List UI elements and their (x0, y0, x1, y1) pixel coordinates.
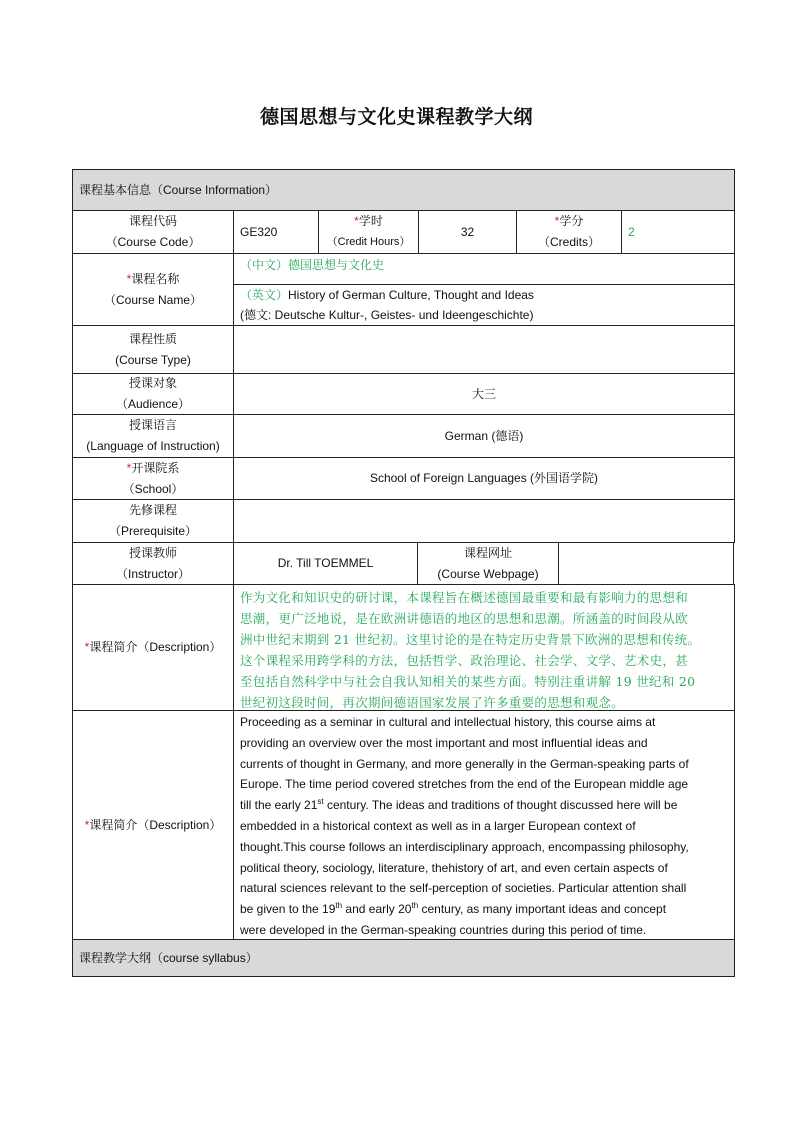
description-en-line: currents of thought in Germany, and more generally in the German-speaking parts of (240, 756, 689, 771)
course-name-en-value: History of German Culture, Thought and Ideas (288, 288, 534, 302)
language-label-zh: 授课语言 (128, 418, 177, 432)
section-course-syllabus-label: 课程教学大纲（course syllabus） (79, 950, 258, 965)
course-code-value: GE320 (240, 224, 278, 239)
audience-label-en: （Audience） (115, 397, 191, 411)
school-value-cell (233, 457, 735, 500)
superscript: st (317, 797, 324, 807)
description-zh-line: 洲中世纪末期到 21 世纪初。这里讨论的是在特定历史背景下欧洲的思想和传统。 (240, 632, 701, 647)
course-type-label-zh: 课程性质 (128, 331, 177, 346)
credits-label-zh: 学分 (559, 214, 584, 228)
credits-value-cell (621, 210, 735, 254)
section-course-syllabus (72, 939, 735, 977)
language-value: German (德语) (444, 428, 524, 443)
description-zh-line: 作为文化和知识史的研讨课，本课程旨在概述德国最重要和最有影响力的思想和 (240, 590, 689, 605)
school-label-cell (72, 457, 234, 500)
description-zh-text (234, 585, 734, 711)
audience-value-cell (233, 373, 735, 415)
webpage-label-cell (417, 542, 559, 585)
credit-hours-label-en: （Credit Hours） (326, 236, 411, 248)
prerequisite-label-en: （Prerequisite） (108, 524, 198, 538)
required-mark: * (84, 640, 90, 654)
webpage-value-cell (558, 542, 734, 585)
superscript: th (335, 901, 343, 911)
course-type-label-cell (72, 325, 234, 374)
course-name-en-cell (233, 284, 735, 326)
superscript: th (411, 901, 419, 911)
credit-hours-label-zh: 学时 (358, 214, 383, 228)
course-code-label-en: （Course Code） (105, 235, 201, 249)
description-en-line: providing an overview over the most important and most influential ideas and (240, 735, 648, 750)
description-zh-cell (233, 584, 735, 711)
description-zh-line: 至包括自然科学中与社会自我认知相关的某些方面。特别注重讲解 19 世纪和 20 (240, 674, 696, 689)
credit-hours-value-cell (418, 210, 517, 254)
description-en-line: thought.This course follows an interdisciplinary approach, encompassing philosophy, (240, 839, 689, 854)
webpage-label-en: (Course Webpage) (437, 566, 539, 581)
credits-label-cell (516, 210, 622, 254)
instructor-label-cell (72, 542, 234, 585)
description-en-text (234, 711, 734, 940)
required-mark: * (126, 460, 132, 475)
description-zh-line: 思潮，更广泛地说，是在欧洲讲德语的地区的思想和思潮。所涵盖的时间段从欧 (240, 611, 689, 626)
description-zh-line: 世纪初这段时间，再次期间德语国家发展了许多重要的思想和观念。 (240, 695, 625, 710)
audience-label-cell (72, 373, 234, 415)
course-code-value-cell (233, 210, 319, 254)
text-run: century, as many important ideas and concept (418, 902, 667, 917)
language-value-cell (233, 414, 735, 458)
credit-hours-value: 32 (460, 224, 475, 239)
course-name-de-value: (德文: Deutsche Kultur-, Geistes- und Ideengeschichte) (240, 308, 534, 322)
school-label-en: （School） (122, 481, 184, 496)
webpage-label-zh: 课程网址 (463, 545, 512, 560)
course-name-label-cell (72, 253, 234, 326)
instructor-label-en: （Instructor） (115, 566, 191, 581)
course-name-zh-cell (233, 253, 735, 285)
required-mark: * (126, 271, 132, 286)
credit-hours-label-cell (318, 210, 419, 254)
text-run: till the early 21 (240, 798, 318, 813)
page-title: 德国思想与文化史课程教学大纲 (259, 106, 533, 128)
required-mark: * (354, 214, 359, 228)
description-zh-label: 课程简介（Description） (89, 640, 222, 654)
description-en-line: Europe. The time period covered stretches from the end of the European middle age (240, 777, 689, 792)
school-value: School of Foreign Languages (外国语学院) (369, 471, 599, 485)
required-mark: * (84, 817, 90, 832)
section-course-information-label: 课程基本信息（Course Information） (79, 182, 278, 197)
language-label-en: (Language of Instruction) (86, 439, 220, 453)
description-en-line: embedded in a historical context as well as in a larger European context of (240, 818, 636, 833)
course-code-label-cell (72, 210, 234, 254)
prerequisite-label-cell (72, 499, 234, 543)
description-en-line: Proceeding as a seminar in cultural and intellectual history, this course aims at (240, 715, 656, 729)
required-mark: * (554, 214, 560, 228)
prerequisite-label-zh: 先修课程 (128, 503, 177, 517)
course-name-zh-value: 德国思想与文化史 (288, 258, 385, 272)
description-en-line (240, 899, 728, 920)
description-zh-line: 这个课程采用跨学科的方法，包括哲学、政治理论、社会学、文学、艺术史，甚 (240, 653, 689, 668)
credits-value: 2 (628, 224, 635, 239)
text-run: century. The ideas and traditions of thought discussed here will be (323, 798, 678, 813)
course-name-label-en: （Course Name） (103, 292, 203, 307)
course-name-zh-prefix: （中文） (240, 258, 289, 272)
course-type-value-cell (233, 325, 735, 374)
course-name-label-zh: 课程名称 (131, 271, 180, 286)
credits-label-en: （Credits） (537, 235, 600, 249)
description-en-cell (233, 710, 735, 940)
language-label-cell (72, 414, 234, 458)
course-type-label-en: (Course Type) (115, 352, 191, 367)
prerequisite-value-cell (233, 499, 735, 543)
audience-value: 大三 (471, 386, 496, 401)
description-en-line (240, 795, 728, 816)
description-en-line: political theory, sociology, literature, thehistory of art, and even certain aspects of (240, 860, 668, 875)
description-en-line: were developed in the German-speaking countries during this period of time. (240, 922, 647, 937)
text-run: be given to the 19 (240, 902, 336, 917)
section-course-information (72, 169, 735, 211)
description-en-label-cell (72, 710, 234, 940)
description-en-label: 课程简介（Description） (89, 817, 222, 832)
course-name-en-prefix: （英文） (240, 288, 289, 302)
audience-label-zh: 授课对象 (128, 376, 177, 390)
instructor-value-cell (233, 542, 418, 585)
instructor-value: Dr. Till TOEMMEL (277, 556, 374, 570)
description-en-line: natural sciences relevant to the self-perception of societies. Particular attention shall (240, 881, 687, 896)
description-zh-label-cell (72, 584, 234, 711)
course-code-label-zh: 课程代码 (128, 214, 177, 228)
instructor-label-zh: 授课教师 (128, 545, 177, 560)
school-label-zh: 开课院系 (131, 460, 180, 475)
text-run: and early 20 (342, 902, 412, 917)
